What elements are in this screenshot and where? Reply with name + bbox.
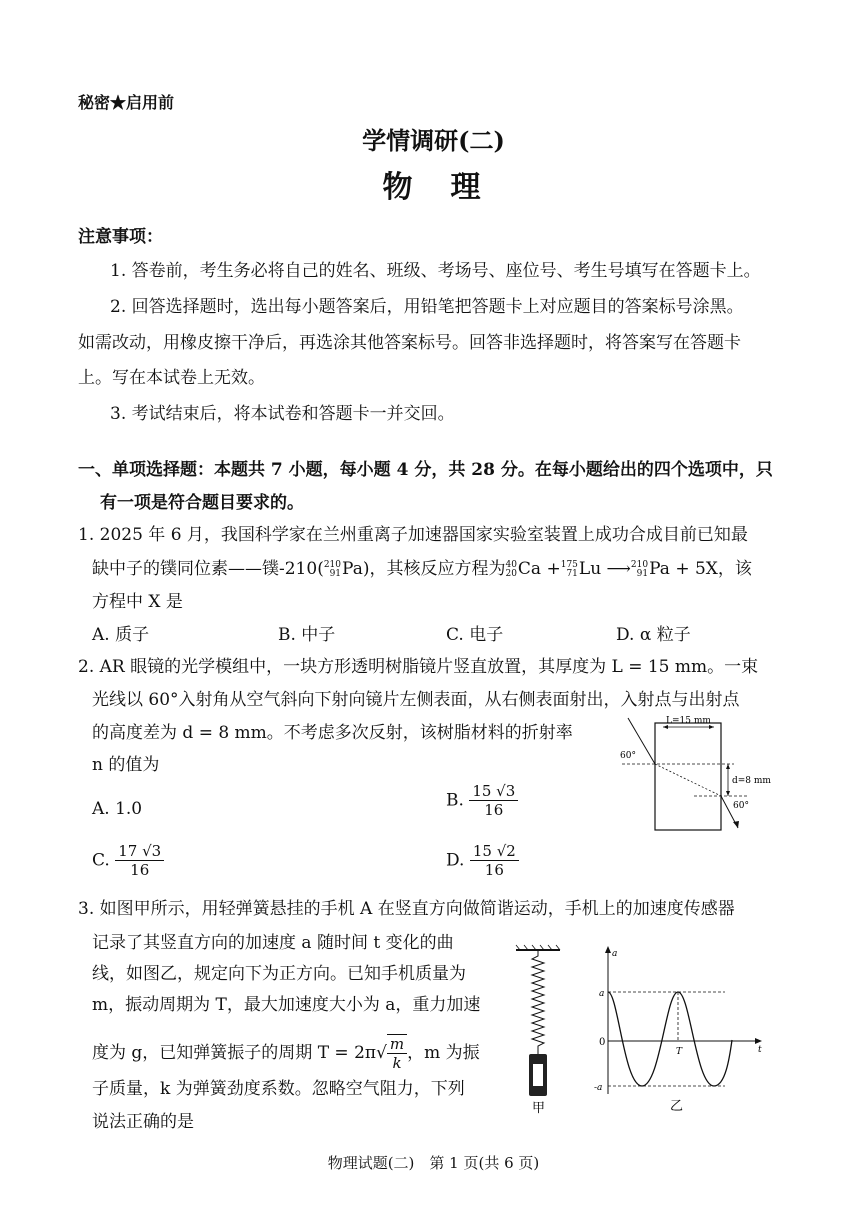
q3-acceleration-curve — [608, 992, 732, 1086]
q1-text-a: 缺中子的镤同位素——镤-210( — [92, 559, 324, 579]
q2-line-2: 光线以 60°入射角从空气斜向下射向镜片左侧表面，从右侧表面射出，入射点与出射点 — [92, 690, 740, 710]
notice-item-2-cont: 如需改动，用橡皮擦干净后，再选涂其他答案标号。回答非选择题时，将答案写在答题卡 — [78, 333, 741, 353]
notice-heading: 注意事项： — [78, 227, 163, 247]
q2-option-c-fraction: $\frac{17 √3}{16}$ — [115, 842, 164, 879]
page-footer: 物理试题(二) 第 1 页(共 6 页) — [327, 1154, 540, 1172]
q2-line-4: n 的值为 — [92, 755, 160, 775]
q3-sqrt-fraction: $\frac{m}{k}$ — [387, 1034, 407, 1072]
q2-option-b-fraction: $\frac{15 √3}{16}$ — [469, 782, 518, 819]
q3-t-axis-label: t — [758, 1045, 762, 1055]
q1-option-b: B. 中子 — [278, 625, 336, 645]
q2-option-a: A. 1.0 — [92, 799, 143, 819]
notice-item-3: 3. 考试结束后，将本试卷和答题卡一并交回。 — [110, 404, 455, 424]
notice-item-2: 2. 回答选择题时，选出每小题答案后，用铅笔把答题卡上对应题目的答案标号涂黑。 — [110, 297, 744, 317]
sqrt-symbol: √ — [376, 1043, 387, 1063]
pa-isotope-label-1: 210 91 — [323, 559, 342, 579]
q2-line-3: 的高度差为 d = 8 mm。不考虑多次反射，该树脂材料的折射率 — [92, 723, 573, 743]
lu-isotope-label: 175 71 — [560, 559, 578, 579]
q2-option-d: D. $\frac{15 √2}{16}$ — [446, 842, 519, 879]
q3-line-7: 说法正确的是 — [92, 1112, 194, 1132]
subject-title: 物 理 — [382, 170, 485, 205]
q3-acceleration-graph — [590, 944, 770, 1116]
q3-yi-label: 乙 — [670, 1099, 684, 1114]
section-heading: 一、单项选择题：本题共 7 小题，每小题 4 分，共 28 分。在每小题给出的四个选项中，只 — [78, 460, 773, 480]
q2-fig-angle-out: 60° — [733, 801, 749, 811]
q3-line-1: 3. 如图甲所示，用轻弹簧悬挂的手机 A 在竖直方向做简谐运动，手机上的加速度传感器 — [78, 899, 735, 919]
q2-fig-L-label: L=15 mm — [666, 716, 711, 726]
q3-jia-label: 甲 — [532, 1101, 546, 1116]
q1-line-2 — [92, 558, 752, 580]
q2-fig-angle-in: 60° — [620, 751, 636, 761]
q2-option-b: B. $\frac{15 √3}{16}$ — [446, 782, 518, 819]
q3-spring-phone-figure — [512, 944, 568, 1116]
q1-text-c: Ca + — [517, 559, 561, 579]
q1-line-1: 1. 2025 年 6 月，我国科学家在兰州重离子加速器国家实验室装置上成功合成目前已知最 — [78, 525, 748, 545]
q2-lens-diagram — [610, 706, 790, 836]
ca-isotope-label: 40 20 — [505, 559, 517, 579]
q1-option-d: D. α 粒子 — [616, 625, 691, 645]
q1-text-e: Pa + 5X，该 — [649, 559, 752, 579]
q1-text-d: Lu ⟶ — [578, 559, 631, 579]
secrecy-label: 秘密★启用前 — [78, 93, 175, 112]
q1-option-a: A. 质子 — [92, 625, 150, 645]
exam-title: 学情调研(二) — [362, 126, 505, 155]
q2-fig-d-label: d=8 mm — [732, 776, 771, 786]
q3-line-5: 度为 g，已知弹簧振子的周期 T = 2π√ $\frac{m}{k}$ ，m 为振 — [92, 1035, 480, 1072]
q1-option-c: C. 电子 — [446, 625, 504, 645]
q2-line-1: 2. AR 眼镜的光学模组中，一块方形透明树脂镜片竖直放置，其厚度为 L = 15 mm。一束 — [78, 657, 759, 677]
pa-isotope-label-2: 210 91 — [630, 559, 649, 579]
q3-origin-label: 0 — [599, 1037, 606, 1048]
section-heading-cont: 有一项是符合题目要求的。 — [100, 493, 304, 513]
q3-a-axis-label: a — [612, 949, 618, 959]
q1-line-3: 方程中 X 是 — [92, 592, 183, 612]
q3-line-3: 线，如图乙，规定向下为正方向。已知手机质量为 — [92, 964, 466, 984]
q2-option-d-fraction: $\frac{15 √2}{16}$ — [470, 842, 519, 879]
q3-a-neg-label: -a — [594, 1083, 603, 1093]
q3-T-label: T — [676, 1047, 683, 1057]
notice-item-1: 1. 答卷前，考生务必将自己的姓名、班级、考场号、座位号、考生号填写在答题卡上。 — [110, 261, 761, 281]
q3-line-2: 记录了其竖直方向的加速度 a 随时间 t 变化的曲 — [92, 933, 454, 953]
q3-a-pos-label: a — [599, 989, 605, 999]
notice-item-2-end: 上。写在本试卷上无效。 — [78, 368, 265, 388]
q2-option-c: C. $\frac{17 √3}{16}$ — [92, 842, 164, 879]
q1-text-b: Pa)，其核反应方程为 — [342, 559, 506, 579]
q3-line-4: m，振动周期为 T，最大加速度大小为 a，重力加速 — [92, 995, 481, 1015]
q3-line-6: 子质量，k 为弹簧劲度系数。忽略空气阻力，下列 — [92, 1079, 465, 1099]
